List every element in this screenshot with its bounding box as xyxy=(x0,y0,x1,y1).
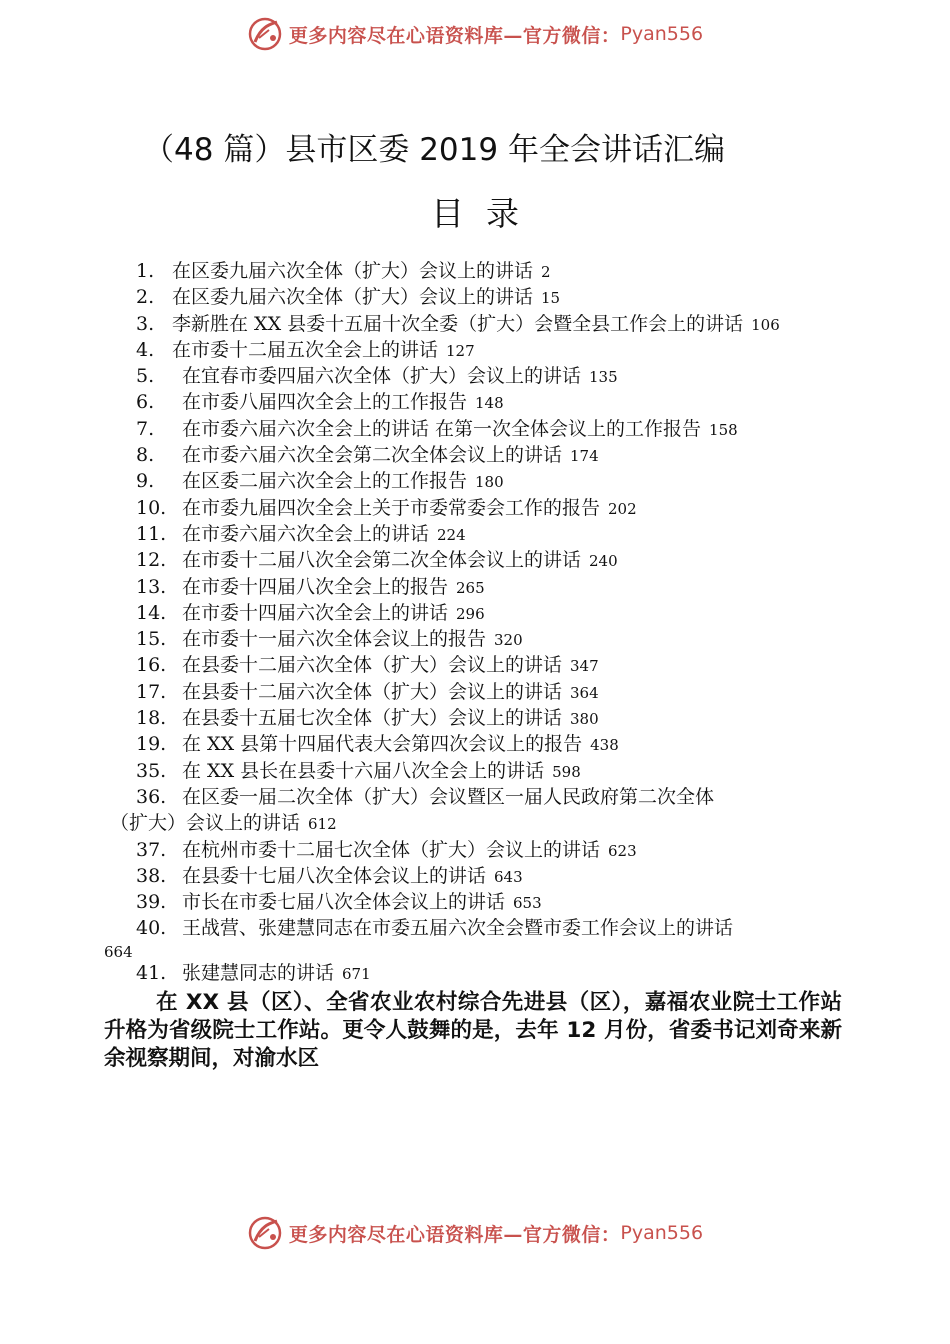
toc-entry-title xyxy=(182,521,466,548)
toc-entry xyxy=(0,389,950,415)
toc-entry-number: 8. xyxy=(136,444,155,467)
toc-entry-number: 12. xyxy=(136,549,167,572)
toc-entry xyxy=(0,284,950,310)
toc-entry-title xyxy=(182,960,371,987)
toc-entry xyxy=(0,679,950,705)
toc-entry-title-text: 在市委六届六次全会第二次全体会议上的讲话 xyxy=(182,444,563,467)
toc-entry-title-text: 在市委十一届六次全体会议上的报告 xyxy=(182,628,487,651)
toc-entry-number: 15. xyxy=(136,628,167,651)
footer-wechat-id: Pyan556 xyxy=(620,1222,704,1244)
footer-banner-text: 更多内容尽在心语资料库—官方微信： xyxy=(288,1223,621,1246)
toc-entry-title xyxy=(182,863,523,890)
toc-entry xyxy=(0,652,950,678)
toc-entry-number: 3. xyxy=(136,312,155,335)
toc-entry xyxy=(0,889,950,915)
toc-entry xyxy=(0,574,950,600)
toc-entry-title xyxy=(182,784,714,810)
toc-entry-title-text: 在区委九届六次全体（扩大）会议上的讲话 xyxy=(172,286,534,309)
toc-entry-title-text: 在市委十四届六次全会上的讲话 xyxy=(182,601,449,624)
toc-entry-page: 623 xyxy=(608,841,637,860)
toc-entry-title-text: 张建慧同志的讲话 xyxy=(182,961,335,984)
toc-entry-title-text: 在宜春市委四届六次全体（扩大）会议上的讲话 xyxy=(182,365,582,388)
toc-entry-title xyxy=(182,837,637,864)
toc-entry-number: 10. xyxy=(136,496,167,519)
toc-entry-title-text: 在县委十二届六次全体（扩大）会议上的讲话 xyxy=(182,680,563,703)
header-wechat-id: Pyan556 xyxy=(620,23,704,45)
toc-entry-title-text: 在 XX 县第十四届代表大会第四次会议上的报告 xyxy=(182,733,583,756)
toc-entry-title-text: 李新胜在 XX 县委十五届十次全委（扩大）会暨全县工作会上的讲话 xyxy=(172,312,744,335)
document-title: （48 篇）县市区委 2019 年全会讲话汇编 xyxy=(143,132,725,168)
brand-logo-icon xyxy=(247,1215,283,1251)
toc-entry xyxy=(0,626,950,652)
toc-entry-page: 380 xyxy=(570,710,599,729)
toc-entry-page: 653 xyxy=(513,894,542,913)
toc-entry-title-text: 在县委十五届七次全体（扩大）会议上的讲话 xyxy=(182,707,563,730)
toc-entry-page: 174 xyxy=(570,447,599,466)
table-of-contents xyxy=(0,258,950,986)
toc-entry-number: 1. xyxy=(136,260,155,282)
toc-entry-title-text: 在市委八届四次全会上的工作报告 xyxy=(182,391,468,414)
toc-entry-title-text: 在市委六届六次全会上的讲话 在第一次全体会议上的工作报告 xyxy=(182,417,702,440)
toc-entry-number: 11. xyxy=(136,522,167,545)
toc-entry-number: 17. xyxy=(136,680,167,703)
toc-entry-number: 37. xyxy=(136,838,167,861)
toc-entry-title xyxy=(182,363,618,390)
toc-entry-title xyxy=(182,626,523,653)
toc-entry-title xyxy=(172,311,780,338)
toc-entry xyxy=(0,337,950,363)
toc-entry-title-text: 在市委十二届五次全会上的讲话 xyxy=(172,338,439,361)
toc-entry-title xyxy=(182,889,542,916)
toc-entry-title xyxy=(172,284,560,311)
toc-entry-page: 364 xyxy=(570,683,599,702)
toc-entry xyxy=(0,758,950,784)
footer-watermark xyxy=(0,1213,950,1253)
toc-entry-number: 36. xyxy=(136,785,167,808)
toc-entry-number: 40. xyxy=(136,917,167,940)
toc-entry-title xyxy=(182,468,504,495)
body-paragraph: 在 XX 县（区）、全省农业农村综合先进县（区），嘉福农业院士工作站升格为省级院士工作站。更令人鼓舞的是，去年 12 月份，省委书记刘奇来新余视察期间，对渝水区 xyxy=(104,990,842,1071)
toc-entry-page: 438 xyxy=(590,736,619,755)
toc-entry-number: 38. xyxy=(136,864,167,887)
toc-entry-page: 135 xyxy=(589,368,618,387)
toc-entry-page: 106 xyxy=(751,315,780,334)
toc-entry-number: 5. xyxy=(136,365,155,388)
toc-entry-page: 296 xyxy=(456,604,485,623)
toc-entry-title xyxy=(182,915,733,941)
toc-entry xyxy=(0,521,950,547)
toc-entry-number: 35. xyxy=(136,759,167,782)
toc-entry-page: 148 xyxy=(475,394,504,413)
toc-entry-page: 202 xyxy=(608,499,637,518)
toc-entry-number: 18. xyxy=(136,707,167,730)
toc-entry xyxy=(0,960,950,986)
toc-entry xyxy=(0,495,950,521)
toc-entry-number: 39. xyxy=(136,891,167,914)
toc-entry-title-text: 在区委一届二次全体（扩大）会议暨区一届人民政府第二次全体 xyxy=(182,785,715,808)
toc-entry-title-text: 王战营、张建慧同志在市委五届六次全会暨市委工作会议上的讲话 xyxy=(182,917,734,940)
toc-entry-title xyxy=(182,389,504,416)
toc-entry-number: 13. xyxy=(136,575,167,598)
toc-entry xyxy=(0,731,950,757)
toc-entry-number: 41. xyxy=(136,961,167,984)
toc-entry-number: 4. xyxy=(136,338,155,361)
toc-entry-title xyxy=(110,810,337,837)
toc-entry-title xyxy=(182,416,738,443)
toc-entry-number: 7. xyxy=(136,417,155,440)
toc-entry xyxy=(0,915,950,941)
toc-entry-title xyxy=(182,442,599,469)
toc-entry-page: 643 xyxy=(494,867,523,886)
toc-entry-number: 19. xyxy=(136,733,167,756)
toc-entry xyxy=(0,468,950,494)
toc-entry-title xyxy=(172,337,475,364)
toc-entry-number: 9. xyxy=(136,470,155,493)
toc-entry xyxy=(0,600,950,626)
toc-entry-title-text: 在区委二届六次全会上的工作报告 xyxy=(182,470,468,493)
toc-entry-title-text: 在杭州市委十二届七次全体（扩大）会议上的讲话 xyxy=(182,838,601,861)
toc-entry-title-text: 在市委十二届八次全会第二次全体会议上的讲话 xyxy=(182,549,582,572)
toc-entry-number: 14. xyxy=(136,601,167,624)
toc-entry-continuation xyxy=(0,810,950,836)
toc-entry-title xyxy=(182,495,637,522)
toc-entry-title-text: 在市委十四届八次全会上的报告 xyxy=(182,575,449,598)
toc-entry xyxy=(0,863,950,889)
toc-entry-number: 6. xyxy=(136,391,155,414)
toc-entry-title xyxy=(182,731,619,758)
toc-entry-title-text: 市长在市委七届八次全体会议上的讲话 xyxy=(182,891,506,914)
brand-logo-icon xyxy=(247,16,283,52)
toc-entry-title-text: 在县委十七届八次全体会议上的讲话 xyxy=(182,864,487,887)
toc-entry xyxy=(0,784,950,810)
toc-entry xyxy=(0,258,950,284)
toc-entry-number: 2. xyxy=(136,286,155,309)
toc-entry-page: 224 xyxy=(437,525,466,544)
toc-entry-title-text: 在市委六届六次全会上的讲话 xyxy=(182,522,430,545)
toc-entry-page: 265 xyxy=(456,578,485,597)
toc-entry-title xyxy=(182,574,485,601)
toc-heading: 目录 xyxy=(431,194,541,233)
toc-entry xyxy=(0,547,950,573)
toc-entry xyxy=(0,416,950,442)
toc-entry-title xyxy=(182,758,581,785)
toc-entry-title xyxy=(182,547,618,574)
toc-entry xyxy=(0,705,950,731)
toc-entry-page: 664 xyxy=(104,942,133,961)
toc-entry-page: 612 xyxy=(308,815,337,834)
toc-entry-page: 127 xyxy=(446,341,475,360)
toc-entry-title-text: 在市委九届四次全会上关于市委常委会工作的报告 xyxy=(182,496,601,519)
toc-entry-page: 320 xyxy=(494,631,523,650)
toc-entry xyxy=(0,311,950,337)
toc-entry-page: 2 xyxy=(541,263,551,281)
toc-entry-page: 598 xyxy=(552,762,581,781)
toc-entry xyxy=(0,837,950,863)
toc-entry-title xyxy=(182,705,599,732)
toc-entry-page: 180 xyxy=(475,473,504,492)
toc-entry-title-text: （扩大）会议上的讲话 xyxy=(110,812,301,835)
toc-entry-continuation xyxy=(0,942,950,960)
toc-entry-title xyxy=(104,942,133,961)
toc-entry-title xyxy=(182,600,485,627)
toc-entry xyxy=(0,363,950,389)
toc-entry-title xyxy=(182,652,599,679)
toc-entry xyxy=(0,442,950,468)
toc-entry-page: 158 xyxy=(709,420,738,439)
toc-entry-title xyxy=(172,258,551,285)
toc-entry-page: 240 xyxy=(589,552,618,571)
toc-entry-page: 347 xyxy=(570,657,599,676)
toc-entry-title-text: 在县委十二届六次全体（扩大）会议上的讲话 xyxy=(182,654,563,677)
header-watermark xyxy=(0,14,950,54)
toc-entry-title-text: 在区委九届六次全体（扩大）会议上的讲话 xyxy=(172,260,534,282)
toc-entry-page: 15 xyxy=(541,289,561,308)
toc-entry-number: 16. xyxy=(136,654,167,677)
toc-entry-page: 671 xyxy=(342,964,371,983)
toc-entry-title-text: 在 XX 县长在县委十六届八次全会上的讲话 xyxy=(182,759,545,782)
toc-entry-title xyxy=(182,679,599,706)
header-banner-text: 更多内容尽在心语资料库—官方微信： xyxy=(288,24,621,47)
